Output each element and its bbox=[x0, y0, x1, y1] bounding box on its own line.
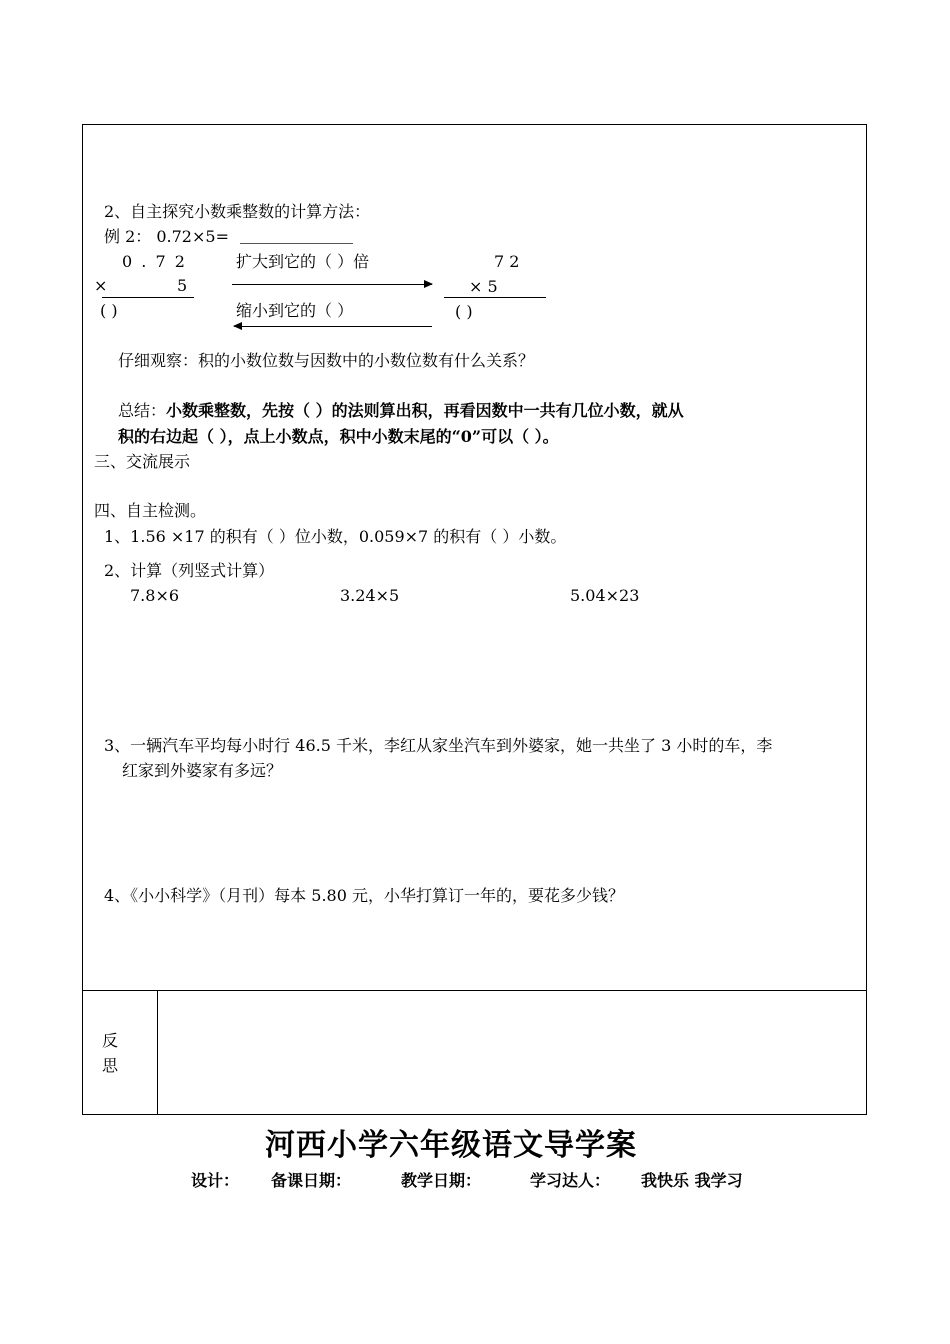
teach-date-label: 教学日期： bbox=[401, 1171, 482, 1190]
question-2-heading: 2、计算（列竖式计算） bbox=[104, 561, 275, 580]
question-1: 1、1.56 ×17 的积有（ ）位小数，0.059×7 的积有（ ）小数。 bbox=[104, 527, 567, 546]
worksheet-table bbox=[82, 124, 867, 1115]
observe-question: 仔细观察：积的小数位数与因数中的小数位数有什么关系？ bbox=[118, 351, 535, 370]
multiplier: 5 bbox=[177, 276, 188, 295]
summary-label: 总结： bbox=[118, 401, 167, 420]
reflection-divider bbox=[157, 990, 158, 1115]
right-arrow-icon bbox=[232, 284, 432, 285]
right-product-blank: ( ) bbox=[455, 302, 473, 321]
table-divider bbox=[82, 990, 867, 991]
motto: 我快乐 我学习 bbox=[641, 1171, 743, 1190]
enlarge-label: 扩大到它的（ ）倍 bbox=[236, 252, 370, 271]
left-product-blank: ( ) bbox=[100, 301, 118, 320]
calc-item-3: 5.04×23 bbox=[570, 586, 640, 605]
multiplicand-integer: 7 2 bbox=[494, 252, 520, 271]
left-sum-line bbox=[102, 297, 194, 298]
reflection-char-2: 思 bbox=[102, 1056, 119, 1075]
question-4: 4、《小小科学》（月刊）每本 5.80 元，小华打算订一年的，要花多少钱？ bbox=[104, 886, 624, 905]
question-3-line1: 3、一辆汽车平均每小时行 46.5 千米，李红从家坐汽车到外婆家，她一共坐了 3 小时的车，李 bbox=[104, 736, 773, 755]
section4-heading: 四、自主检测。 bbox=[94, 501, 207, 520]
design-label: 设计： bbox=[191, 1171, 240, 1190]
question-3-line2: 红家到外婆家有多远？ bbox=[122, 761, 283, 780]
shrink-label: 缩小到它的（ ） bbox=[236, 301, 354, 320]
calc-item-2: 3.24×5 bbox=[340, 586, 400, 605]
prep-date-label: 备课日期： bbox=[271, 1171, 352, 1190]
section3-heading: 三、交流展示 bbox=[94, 452, 191, 471]
multiplicand-decimal: 0 . 7 2 bbox=[122, 252, 187, 271]
times-sign: × bbox=[94, 276, 108, 295]
integer-multiplier: × 5 bbox=[469, 277, 498, 296]
left-arrow-icon bbox=[234, 326, 432, 327]
summary-line1: 小数乘整数，先按（ ）的法则算出积，再看因数中一共有几位小数，就从 bbox=[166, 401, 684, 420]
page-title: 河西小学六年级语文导学案 bbox=[265, 1128, 637, 1163]
section2-heading: 2、自主探究小数乘整数的计算方法： bbox=[104, 202, 371, 221]
learner-label: 学习达人： bbox=[530, 1171, 611, 1190]
calc-item-1: 7.8×6 bbox=[130, 586, 180, 605]
right-sum-line bbox=[444, 297, 546, 298]
summary-line2: 积的右边起（ ），点上小数点，积中小数末尾的“0”可以（ ）。 bbox=[118, 427, 559, 446]
example-label: 例 2： 0.72×5= bbox=[104, 227, 229, 246]
answer-blank-line bbox=[240, 243, 353, 244]
reflection-char-1: 反 bbox=[102, 1031, 119, 1050]
